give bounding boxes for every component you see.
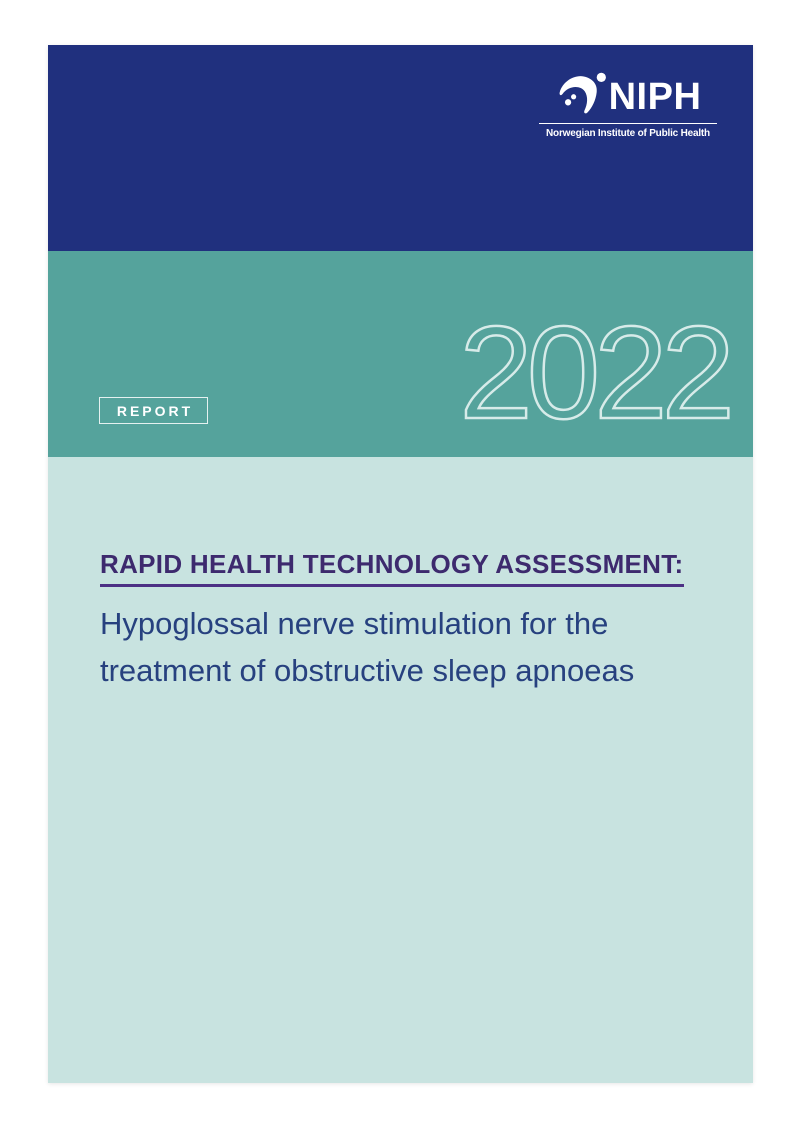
banner-band — [48, 251, 753, 457]
report-title-line-1: Hypoglossal nerve stimulation for the — [100, 606, 609, 641]
report-badge-label: REPORT — [116, 402, 194, 419]
report-title-line-2: treatment of obstructive sleep apnoeas — [100, 653, 635, 688]
logo-divider — [539, 123, 717, 124]
cover-body — [48, 457, 753, 1083]
niph-swoosh-icon — [555, 76, 609, 118]
logo-acronym: NIPH — [608, 76, 702, 118]
report-title — [100, 600, 693, 694]
report-badge — [99, 397, 208, 424]
year-label: 2022 — [459, 299, 729, 446]
report-cover-page — [48, 45, 753, 1083]
assessment-kicker: RAPID HEALTH TECHNOLOGY ASSESSMENT: — [100, 549, 684, 587]
logo-subtitle: Norwegian Institute of Public Health — [546, 128, 710, 139]
niph-logo — [539, 76, 717, 139]
kicker-wrap — [48, 457, 753, 587]
logo-row — [539, 76, 717, 118]
header-band — [48, 45, 753, 251]
